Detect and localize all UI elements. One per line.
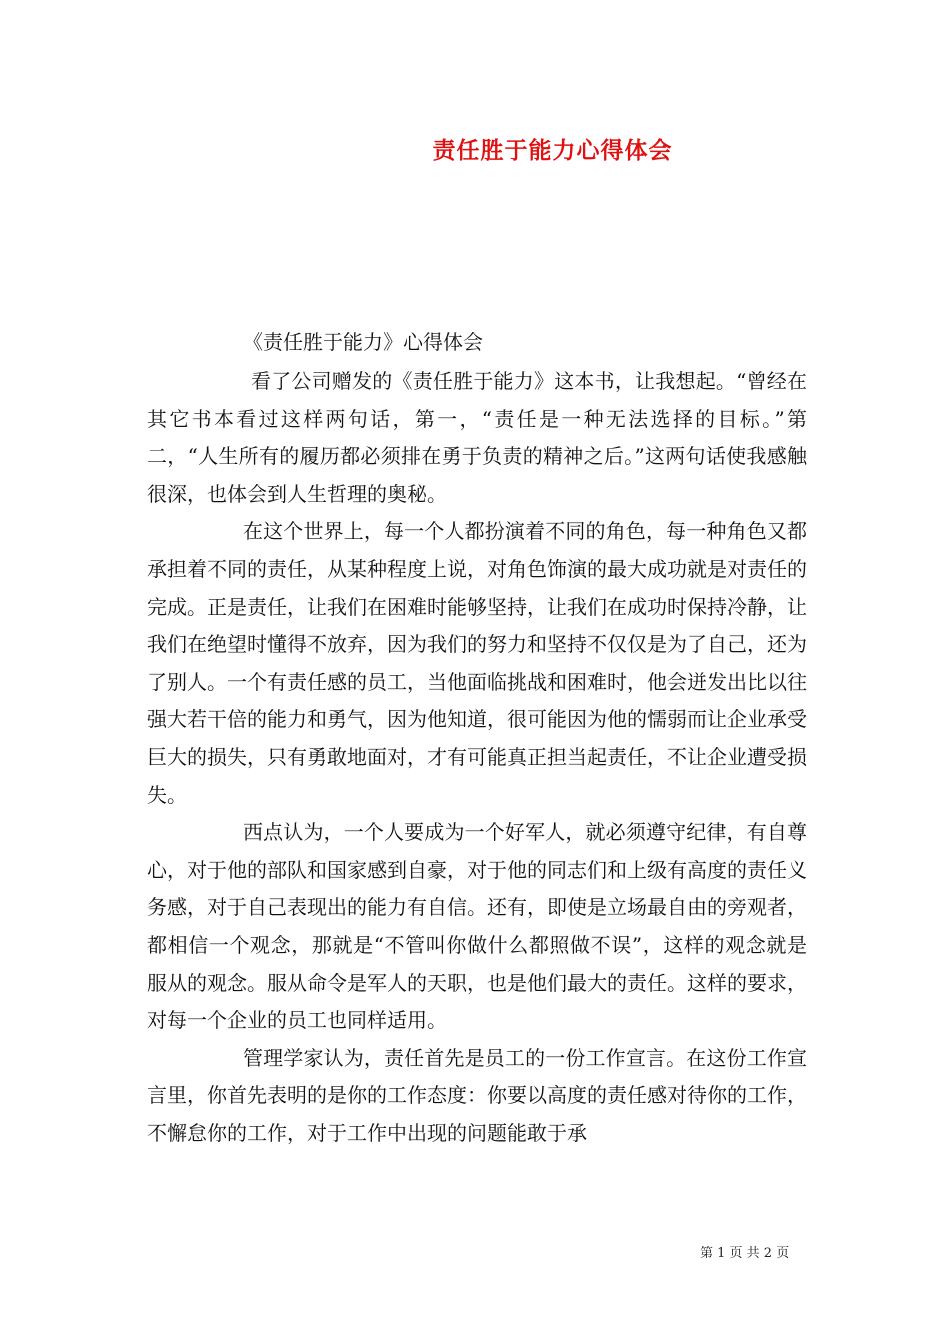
document-body	[147, 363, 807, 1152]
paragraph-1: 看了公司赠发的《责任胜于能力》这本书，让我想起。“曾经在其它书本看过这样两句话，第一，“责任是一种无法选择的目标。”第二，“人生所有的履历都必须排在勇于负责的精神之后。”这两句话使我感触很深，也体会到人生哲理的奥秘。	[147, 369, 807, 506]
paragraph-2: 在这个世界上，每一个人都扮演着不同的角色，每一种角色又都承担着不同的责任，从某种程度上说，对角色饰演的最大成功就是对责任的完成。正是责任，让我们在困难时能够坚持，让我们在成功时保持冷静，让我们在绝望时懂得不放弃，因为我们的努力和坚持不仅仅是为了自己，还为了别人。一个有责任感的员工，当他面临挑战和困难时，他会迸发出比以往强大若干倍的能力和勇气，因为他知道，很可能因为他的懦弱而让企业承受巨大的损失，只有勇敢地面对，才有可能真正担当起责任，不让企业遭受损失。	[147, 519, 807, 807]
document-title: 责任胜于能力心得体会	[432, 137, 673, 164]
paragraph-3: 西点认为，一个人要成为一个好军人，就必须遵守纪律，有自尊心，对于他的部队和国家感到自豪，对于他的同志们和上级有高度的责任义务感，对于自己表现出的能力有自信。还有，即使是立场最自由的旁观者，都相信一个观念，那就是“不管叫你做什么都照做不误”，这样的观念就是服从的观念。服从命令是军人的天职，也是他们最大的责任。这样的要求，对每一个企业的员工也同样适用。	[147, 820, 807, 1033]
document-subtitle: 《责任胜于能力》心得体会	[243, 330, 483, 354]
page-number-footer: 第 1 页 共 2 页	[700, 1246, 790, 1261]
paragraph-4: 管理学家认为，责任首先是员工的一份工作宣言。在这份工作宣言里，你首先表明的是你的工作态度：你要以高度的责任感对待你的工作，不懈怠你的工作，对于工作中出现的问题能敢于承	[147, 1045, 807, 1145]
